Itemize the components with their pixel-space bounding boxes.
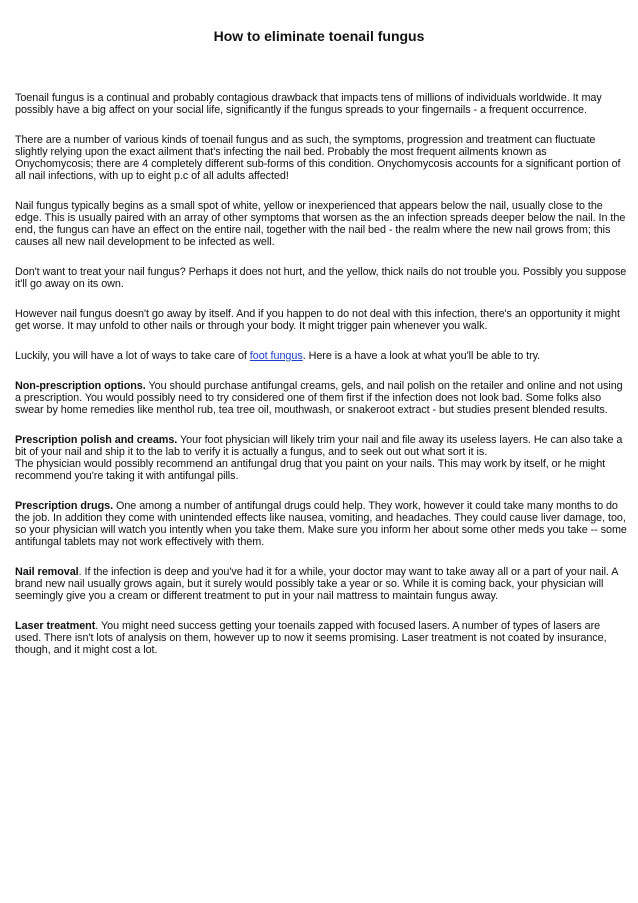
options-intro-text-after: . Here is a have a look at what you'll be able to try. [302, 350, 541, 362]
paragraph-prescription-drugs [15, 500, 627, 548]
laser-treatment-heading: Laser treatment [15, 620, 96, 632]
nail-removal-text: . If the infection is deep and you've had it for a while, your doctor may want to take away all or a part of your nail. A brand new nail usually grows again, but it surely would possibly take a year or so. While it is coming back, your physician will seemingly give you a cream or different treatment to put in your nail mattress to maintain fungus away. [15, 566, 618, 602]
paragraph-risks: However nail fungus doesn't go away by itself. And if you happen to do not deal with this infection, there's an opportunity it might get worse. It may unfold to other nails or through your body. It might trigger pain whenever you walk. [15, 308, 620, 332]
paragraph-intro: Toenail fungus is a continual and probably contagious drawback that impacts tens of millions of individuals worldwide. It may possibly have a big affect on your social life, significantly if the fungus spreads to your fingernails - a frequent occurrence. [15, 92, 602, 116]
nail-removal-heading: Nail removal [15, 566, 79, 578]
prescription-polish-heading: Prescription polish and creams. [15, 434, 178, 446]
document-title: How to eliminate toenail fungus [213, 28, 425, 44]
paragraph-untreated: Don't want to treat your nail fungus? Perhaps it does not hurt, and the yellow, thick nails do not trouble you. Possibly you suppose it'll go away on its own. [15, 266, 627, 290]
prescription-drugs-text: One among a number of antifungal drugs could help. They work, however it could take many months to do the job. In addition they come with unintended effects like nausea, vomiting, and headaches. They could cause liver damage, too, so your physician will watch you intently when you take them. Make sure you inform her about some other meds you take -- some antifungal tablets may not work effectively with them. [15, 500, 627, 548]
paragraph-symptoms: Nail fungus typically begins as a small spot of white, yellow or inexperienced that appears below the nail, usually close to the edge. This is usually paired with an array of other symptoms that worsen as the an infection spreads deeper below the nail. In the end, the fungus can have an effect on the entire nail, together with the nail bed - the realm where the new nail grows from; this causes all new nail development to be infected as well. [15, 200, 626, 248]
paragraph-non-prescription [15, 380, 627, 416]
non-prescription-text: You should purchase antifungal creams, gels, and nail polish on the retailer and online and not using a prescription. You would possibly need to try considered one of them first if the infection does not look bad. Some folks also swear by home remedies like menthol rub, tea tree oil, mouthwash, or snakeroot extract - but studies present blended results. [15, 380, 623, 416]
non-prescription-heading: Non-prescription options. [15, 380, 146, 392]
options-intro-text-before: Luckily, you will have a lot of ways to take care of [15, 350, 250, 362]
paragraph-laser-treatment [15, 620, 627, 656]
paragraph-prescription-polish [15, 434, 627, 482]
document-body [15, 92, 627, 674]
prescription-polish-text-2: The physician would possibly recommend an antifungal drug that you paint on your nails. This may work by itself, or he might recommend you're taking it with antifungal pills. [15, 458, 606, 482]
paragraph-nail-removal [15, 566, 627, 602]
prescription-drugs-heading: Prescription drugs. [15, 500, 114, 512]
foot-fungus-link[interactable]: foot fungus [249, 350, 303, 362]
paragraph-options-intro [15, 350, 627, 362]
laser-treatment-text: . You might need success getting your toenails zapped with focused lasers. A number of types of lasers are used. There isn't lots of analysis on them, however up to now it seems promising. Laser treatment is not coated by insurance, though, and it might cost a lot. [15, 620, 607, 656]
prescription-polish-text: Your foot physician will likely trim your nail and file away its useless layers. He can also take a bit of your nail and ship it to the lab to verify it is actually a fungus, and to seek out out what sort it is. [15, 434, 623, 458]
paragraph-types: There are a number of various kinds of toenail fungus and as such, the symptoms, progression and treatment can fluctuate slightly relying upon the exact ailment that's infecting the nail bed. Probably the most frequent ailments known as Onychomycosis; there are 4 completely different sub-forms of this condition. Onychomycosis accounts for a significant portion of all nail infections, with up to eight p.c of all adults affected! [15, 134, 621, 182]
